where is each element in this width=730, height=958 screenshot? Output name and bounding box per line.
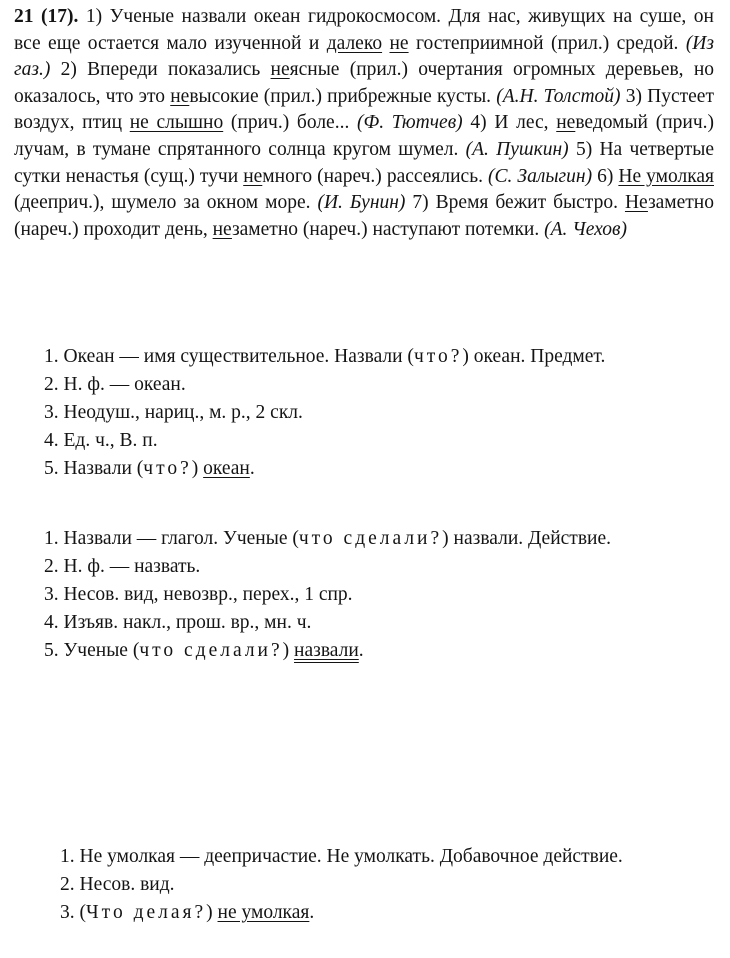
- text-segment: ): [191, 458, 204, 479]
- text-segment: .: [358, 640, 364, 661]
- text-segment: 5. Ученые (: [44, 640, 140, 661]
- analysis-nazvali: [14, 525, 714, 665]
- analysis-line: [14, 637, 714, 665]
- text-segment: не: [389, 32, 409, 54]
- text-segment: что?: [143, 458, 192, 479]
- source-citation: (А.Н. Толстой): [496, 85, 621, 107]
- text-segment: 4. Изъяв. накл., прош. вр., мн. ч.: [44, 612, 312, 633]
- text-segment: ) назвали. Действие.: [442, 528, 611, 549]
- analysis-line: [14, 581, 714, 609]
- text-segment: 3. Неодуш., нариц., м. р., 2 скл.: [44, 402, 303, 423]
- analysis-line: [14, 343, 714, 371]
- analysis-line: [30, 843, 720, 871]
- text-segment: не слышно: [129, 112, 224, 134]
- text-segment: что сделали?: [139, 640, 283, 661]
- text-segment: 1) Ученые назвали океан гидрокосмосом. Для нас, живущих на суше, он все еще остается мало изученной и: [14, 6, 719, 54]
- exercise-number: 21 (17).: [14, 6, 79, 27]
- exercise-21-text: [14, 4, 719, 243]
- text-segment: ясные (прил.) очертания огромных деревьев, но оказалось, что это: [14, 59, 719, 107]
- source-citation: (Из газ.): [14, 32, 719, 81]
- analysis-line: [14, 609, 714, 637]
- analysis-line: [30, 871, 720, 899]
- text-segment: 2. Н. ф. — назвать.: [44, 556, 201, 577]
- text-segment: 6): [592, 165, 619, 187]
- text-segment: Что делая?: [86, 902, 207, 923]
- text-segment: что?: [413, 346, 463, 367]
- text-segment: .: [249, 458, 255, 479]
- text-segment: не: [170, 85, 190, 107]
- text-segment: 1. Не умолкая — деепричастие. Не умолкать. Добавочное действие.: [60, 846, 623, 867]
- text-segment: что сделали?: [298, 528, 443, 549]
- text-segment: Не: [624, 192, 648, 214]
- source-citation: (Ф. Тютчев): [357, 112, 463, 134]
- exercise-body: [14, 6, 719, 240]
- text-segment: ): [282, 640, 295, 661]
- text-segment: гостеприимной (прил.) средой.: [408, 32, 686, 54]
- text-segment: не: [243, 165, 263, 187]
- analysis-line: [14, 553, 714, 581]
- text-segment: (дееприч.), шумело за окном море.: [14, 165, 719, 214]
- text-segment: не умолкая: [217, 902, 310, 923]
- source-citation: (С. Залыгин): [488, 165, 593, 187]
- analysis-okean: [14, 343, 714, 483]
- text-segment: много (нареч.) рассеялись.: [262, 165, 489, 187]
- analysis-ne-umolkaya: [30, 843, 720, 927]
- text-segment: не: [212, 218, 232, 240]
- text-segment: высокие (прил.) прибрежные кусты.: [189, 85, 497, 107]
- text-segment: 7) Время бежит быстро.: [405, 192, 625, 214]
- text-segment: заметно (нареч.) проходит день,: [14, 192, 719, 240]
- text-segment: 2) Впереди показались: [50, 59, 271, 81]
- text-segment: далеко: [326, 32, 383, 54]
- text-segment: ) океан. Предмет.: [462, 346, 606, 367]
- text-segment: Не умолкая: [618, 165, 714, 187]
- text-segment: 2. Н. ф. — океан.: [44, 374, 186, 395]
- analysis-line: [30, 899, 720, 927]
- source-citation: (И. Бунин): [317, 192, 406, 214]
- text-segment: назвали: [294, 640, 359, 661]
- text-segment: 1. Океан — имя существительное. Назвали (: [44, 346, 414, 367]
- text-segment: 1. Назвали — глагол. Ученые (: [44, 528, 299, 549]
- text-segment: океан: [203, 458, 250, 479]
- analysis-line: [14, 399, 714, 427]
- source-citation: (А. Чехов): [544, 218, 627, 240]
- text-segment: (прич.) боле...: [223, 112, 358, 134]
- text-segment: 5) На четвертые сутки ненастья (сущ.) тучи: [14, 138, 719, 187]
- analysis-line: [14, 371, 714, 399]
- text-segment: 4. Ед. ч., В. п.: [44, 430, 158, 451]
- text-segment: ведомый (прич.) лучам, в тумане спрятанного солнца кругом шумел.: [14, 112, 719, 160]
- text-segment: 5. Назвали (: [44, 458, 144, 479]
- text-segment: не: [270, 59, 290, 81]
- text-segment: не: [556, 112, 576, 134]
- text-segment: заметно (нареч.) наступают потемки.: [231, 218, 545, 240]
- text-segment: .: [309, 902, 315, 923]
- analysis-line: [14, 525, 714, 553]
- text-segment: 3. Несов. вид, невозвр., перех., 1 спр.: [44, 584, 353, 605]
- text-segment: 3) Пустеет воздух, птиц: [14, 85, 719, 134]
- text-segment: 2. Несов. вид.: [60, 874, 175, 895]
- text-segment: ): [206, 902, 218, 923]
- analysis-line: [14, 455, 714, 483]
- source-citation: (А. Пушкин): [465, 138, 569, 160]
- text-segment: 3. (: [60, 902, 86, 923]
- analysis-line: [14, 427, 714, 455]
- text-segment: 4) И лес,: [462, 112, 557, 134]
